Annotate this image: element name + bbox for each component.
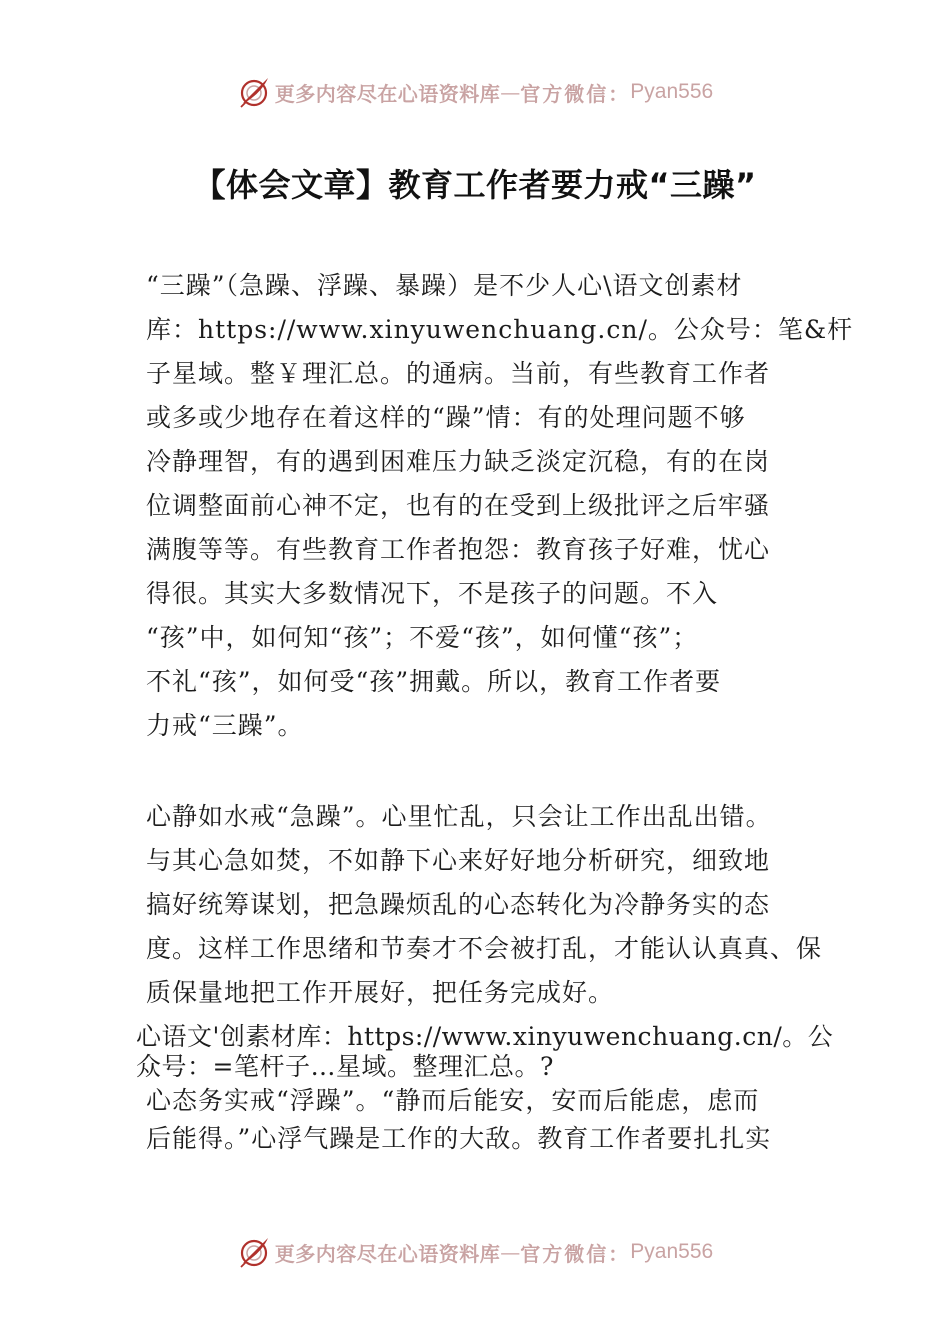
text-line: “三躁”（急躁、浮躁、暴躁）是不少人心\语文创素材 (146, 271, 743, 300)
text-line: 力戒“三躁”。 (146, 711, 304, 740)
text-line: 质保量地把工作开展好，把任务完成好。 (146, 978, 615, 1007)
paragraph-1 (146, 264, 853, 748)
footer-handle: Pyan556 (630, 1240, 714, 1263)
header-separator: — (500, 80, 521, 104)
text-line: 不礼“孩”，如何受“孩”拥戴。所以，教育工作者要 (146, 667, 722, 696)
text-line: 后能得。”心浮气躁是工作的大敌。教育工作者要扎扎实 (146, 1124, 772, 1153)
note-line: 心语文'创素材库：https://www.xinyuwenchuang.cn/。公 (136, 1022, 834, 1051)
text-line: 库：https://www.xinyuwenchuang.cn/。公众号：笔&杆 (146, 315, 854, 344)
quill-logo-icon (237, 75, 271, 109)
text-line: 或多或少地存在着这样的“躁”情：有的处理问题不够 (146, 403, 746, 432)
text-line: 心态务实戒“浮躁”。“静而后能安，安而后能虑，虑而 (146, 1086, 760, 1115)
paragraph-2 (146, 795, 822, 1015)
footer-separator: — (500, 1240, 521, 1264)
footer-sub-text: 官方微信： (520, 1241, 631, 1266)
footer-banner (0, 1232, 950, 1272)
header-handle: Pyan556 (630, 80, 714, 103)
text-line: 心静如水戒“急躁”。心里忙乱，只会让工作出乱出错。 (146, 802, 772, 831)
header-banner (0, 72, 950, 112)
text-line: 搞好统筹谋划，把急躁烦乱的心态转化为冷静务实的态 (146, 890, 771, 919)
header-brand-text: 更多内容尽在心语资料库 (274, 81, 501, 106)
header-sub-text: 官方微信： (520, 81, 631, 106)
note-line: 众号：=笔杆子…星域。整理汇总。? (136, 1052, 554, 1081)
document-title: 【体会文章】教育工作者要力戒“三躁” (193, 166, 757, 204)
text-line: 位调整面前心神不定，也有的在受到上级批评之后牢骚 (146, 491, 771, 520)
text-line: “孩”中，如何知“孩”；不爱“孩”，如何懂“孩”； (146, 623, 699, 652)
quill-logo-icon (237, 1235, 271, 1269)
text-line: 子星域。整￥理汇总。的通病。当前，有些教育工作者 (146, 359, 771, 388)
source-note (136, 1022, 833, 1082)
paragraph-3 (146, 1082, 771, 1158)
text-line: 度。这样工作思绪和节奏才不会被打乱，才能认认真真、保 (146, 934, 823, 963)
footer-brand-text: 更多内容尽在心语资料库 (274, 1241, 501, 1266)
text-line: 得很。其实大多数情况下，不是孩子的问题。不入 (146, 579, 719, 608)
text-line: 与其心急如焚，不如静下心来好好地分析研究，细致地 (146, 846, 771, 875)
text-line: 冷静理智，有的遇到困难压力缺乏淡定沉稳，有的在岗 (146, 447, 771, 476)
text-line: 满腹等等。有些教育工作者抱怨：教育孩子好难，忧心 (146, 535, 771, 564)
